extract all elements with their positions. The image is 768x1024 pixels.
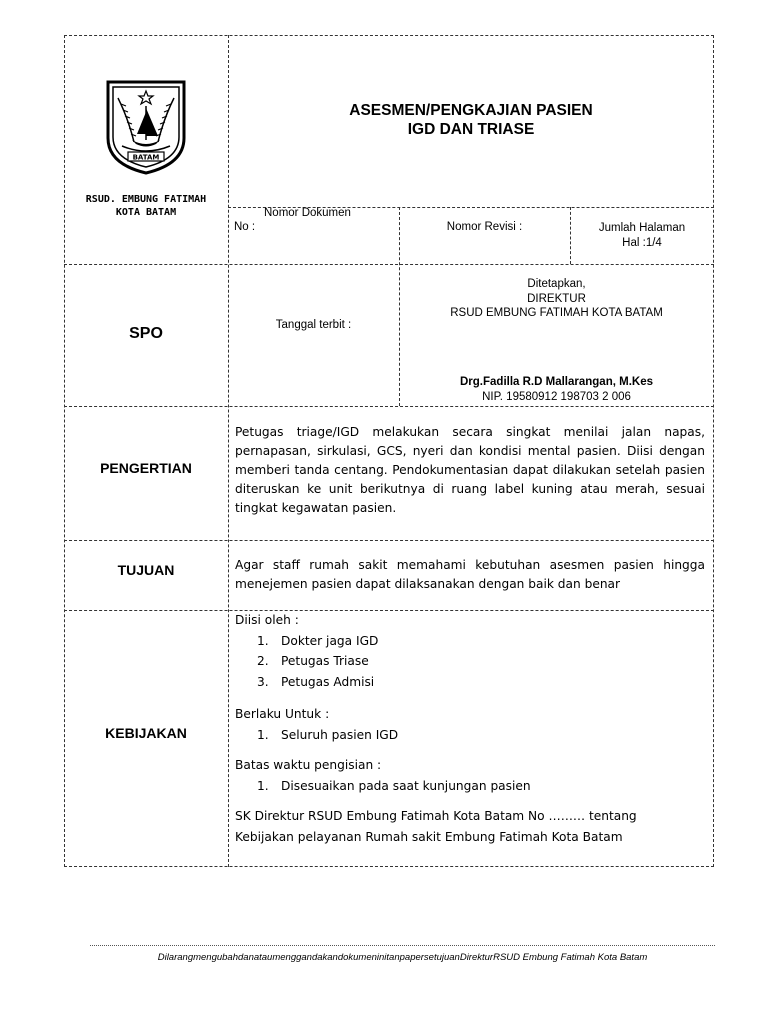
list-item: 1. Dokter jaga IGD [257,633,379,648]
document-title [228,101,714,139]
applies-heading: Berlaku Untuk : [235,707,330,721]
tujuan-label: TUJUAN [117,562,175,578]
deadline-list [235,776,705,797]
logo-lettering: BATAM [132,153,160,162]
approval-block [399,277,714,321]
doc-number-label: Nomor Dokumen [264,207,351,219]
batam-coat-of-arms-logo [104,78,188,176]
pages-value: Hal :1/4 [622,237,662,249]
kebijakan-label: KEBIJAKAN [105,725,187,741]
list-item: 2. Petugas Triase [257,654,369,668]
hospital-name-line1: RSUD. EMBUNG FATIMAH [85,194,207,205]
document-sheet [64,35,714,867]
list-item: 1. Disesuaikan pada saat kunjungan pasien [257,778,531,793]
set-label: Ditetapkan, [527,278,586,290]
hospital-name [64,193,228,219]
row-divider-4 [64,540,714,541]
revision-label: Nomor Revisi : [446,221,523,233]
deadline-heading: Batas waktu pengisian : [235,758,382,772]
spo-label: SPO [129,325,163,342]
sk-line1: SK Direktur RSUD Embung Fatimah Kota Batam No ……… tentang [235,809,637,823]
filled-by-heading: Diisi oleh : [235,613,299,627]
row-divider-3 [64,406,714,407]
doc-number-value: No : [234,221,256,233]
pages-cell [570,221,714,251]
sk-line2: Kebijakan pelayanan Rumah sakit Embung Fatimah Kota Batam [235,829,623,844]
list-item: 1. Seluruh pasien IGD [257,727,399,742]
filled-by-list [235,631,705,693]
hospital-name-line2: KOTA BATAM [115,207,177,218]
pengertian-label: PENGERTIAN [100,460,192,476]
director-name: Drg.Fadilla R.D Mallarangan, M.Kes [460,376,653,388]
title-line1: ASESMEN/PENGKAJIAN PASIEN [349,102,593,119]
director-signature-block [399,375,714,405]
footer-divider [90,945,715,946]
director-label: DIREKTUR [527,292,586,305]
pengertian-text: Petugas triage/IGD melakukan secara singkat menilai jalan napas, pernapasan, sirkulasi, GCS, nyeri dan kondisi mental pasien. Diisi dengan memberi tanda centang. Pendokumentasian dapat dilakukan setelah pasien diteruskan ke unit berikutnya di ruang label kuning atau merah, sesuai tingkat kegawatan pasien. [235,425,705,515]
row-divider-2 [64,264,714,265]
list-item: 3. Petugas Admisi [257,674,375,689]
kebijakan-content [235,610,705,847]
applies-list [235,725,705,746]
footer-notice: DilarangmengubahdanataumenggandakandokumeninitanpapersetujuanDirekturRSUD Embung Fatimah Kota Batam [157,952,648,963]
pages-label: Jumlah Halaman [598,222,686,234]
title-line2: IGD DAN TRIASE [407,121,535,138]
director-nip: NIP. 19580912 198703 2 006 [482,391,631,403]
hospital-full-name: RSUD EMBUNG FATIMAH KOTA BATAM [450,307,663,319]
tujuan-text: Agar staff rumah sakit memahami kebutuhan asesmen pasien hingga menejemen pasien dapat dilaksanakan dengan baik dan benar [235,558,705,591]
left-column-divider [228,35,229,867]
issued-date-label: Tanggal terbit : [275,319,352,331]
